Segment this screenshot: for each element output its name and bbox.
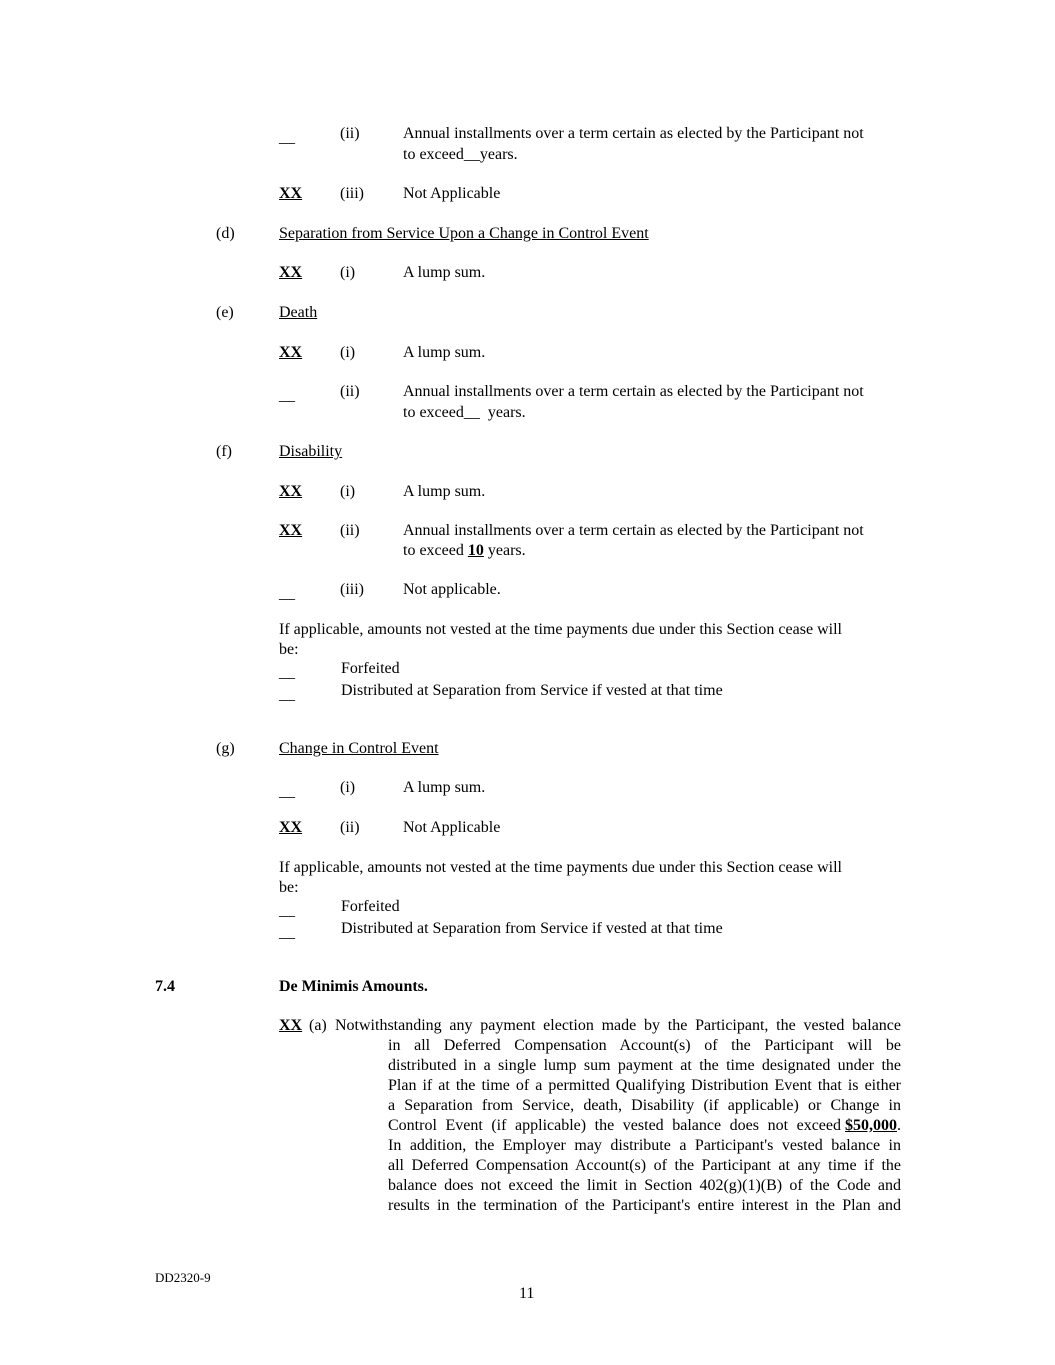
de-minimis-line: all Deferred Compensation Account(s) of the Participant at any time if the xyxy=(388,1157,901,1174)
de-minimis-line: Notwithstanding any payment election made by the Participant, the vested balance xyxy=(335,1017,901,1034)
item-number: (ii) xyxy=(340,383,360,400)
subsection-heading: Disability xyxy=(279,443,343,460)
item-text: A lump sum. xyxy=(403,483,486,500)
de-minimis-line: Plan if at the time of a permitted Qualifying Distribution Event that is either xyxy=(388,1077,901,1094)
option-forfeited: Forfeited xyxy=(341,660,400,677)
item-number: (iii) xyxy=(340,185,364,202)
item-label: (a) xyxy=(309,1017,327,1034)
item-number: (iii) xyxy=(340,581,364,598)
subsection-letter: (g) xyxy=(216,740,235,757)
check-mark: XX xyxy=(279,483,303,500)
item-number: (i) xyxy=(340,264,356,281)
option-distributed: Distributed at Separation from Service if vested at that time xyxy=(341,920,723,937)
check-mark: XX xyxy=(279,185,303,202)
document-id: DD2320-9 xyxy=(155,1270,211,1285)
section-number: 7.4 xyxy=(155,978,175,995)
blank-check: __ xyxy=(279,664,295,681)
check-mark: XX xyxy=(279,1017,303,1034)
option-distributed: Distributed at Separation from Service if vested at that time xyxy=(341,682,723,699)
check-mark: XX xyxy=(279,522,303,539)
item-number: (i) xyxy=(340,344,356,361)
item-text: A lump sum. xyxy=(403,344,486,361)
item-text: Annual installments over a term certain as elected by the Participant not xyxy=(403,383,864,400)
check-mark: XX xyxy=(279,819,303,836)
blank-check: __ xyxy=(279,902,295,919)
blank-check: __ xyxy=(279,129,295,146)
vesting-note: If applicable, amounts not vested at the time payments due under this Section cease will xyxy=(279,859,842,876)
item-number: (i) xyxy=(340,483,356,500)
check-mark: XX xyxy=(279,344,303,361)
blank-check: __ xyxy=(279,585,295,602)
item-text: Annual installments over a term certain as elected by the Participant not xyxy=(403,125,864,142)
de-minimis-line: In addition, the Employer may distribute a Participant's vested balance in xyxy=(388,1137,901,1154)
blank-check: __ xyxy=(279,924,295,941)
vesting-note: If applicable, amounts not vested at the time payments due under this Section cease will xyxy=(279,621,842,638)
subsection-heading: Death xyxy=(279,304,318,321)
item-text: Annual installments over a term certain as elected by the Participant not xyxy=(403,522,864,539)
item-number: (ii) xyxy=(340,522,360,539)
subsection-heading: Change in Control Event xyxy=(279,740,439,757)
item-text-line2: to exceed 10 years. xyxy=(403,542,526,559)
item-text-line2: to exceed__ years. xyxy=(403,404,526,421)
blank-check: __ xyxy=(279,783,295,800)
option-forfeited: Forfeited xyxy=(341,898,400,915)
subsection-letter: (f) xyxy=(216,443,232,460)
item-number: (ii) xyxy=(340,125,360,142)
item-text: Not applicable. xyxy=(403,581,501,598)
check-mark: XX xyxy=(279,264,303,281)
item-number: (ii) xyxy=(340,819,360,836)
page-number: 11 xyxy=(519,1285,535,1302)
blank-check: __ xyxy=(279,686,295,703)
item-text: A lump sum. xyxy=(403,779,486,796)
de-minimis-line: in all Deferred Compensation Account(s) of the Participant will be xyxy=(388,1037,901,1054)
vesting-note-line2: be: xyxy=(279,879,299,896)
item-text-line2: to exceed__years. xyxy=(403,146,518,163)
de-minimis-line: a Separation from Service, death, Disability (if applicable) or Change in xyxy=(388,1097,901,1114)
subsection-heading: Separation from Service Upon a Change in Control Event xyxy=(279,225,649,242)
section-title: De Minimis Amounts. xyxy=(279,978,428,995)
years-value: 10 xyxy=(467,542,484,559)
de-minimis-line: Control Event (if applicable) the vested balance does not exceed $50,000. xyxy=(388,1117,901,1134)
de-minimis-line: distributed in a single lump sum payment at the time designated under the xyxy=(388,1057,901,1074)
item-text: Not Applicable xyxy=(403,185,501,202)
subsection-letter: (e) xyxy=(216,304,234,321)
subsection-letter: (d) xyxy=(216,225,235,242)
de-minimis-amount: $50,000 xyxy=(845,1117,897,1134)
vesting-note-line2: be: xyxy=(279,641,299,658)
de-minimis-line: results in the termination of the Participant's entire interest in the Plan and xyxy=(388,1197,901,1214)
item-text: Not Applicable xyxy=(403,819,501,836)
item-text: A lump sum. xyxy=(403,264,486,281)
blank-check: __ xyxy=(279,387,295,404)
item-number: (i) xyxy=(340,779,356,796)
de-minimis-line: balance does not exceed the limit in Section 402(g)(1)(B) of the Code and xyxy=(388,1177,901,1194)
